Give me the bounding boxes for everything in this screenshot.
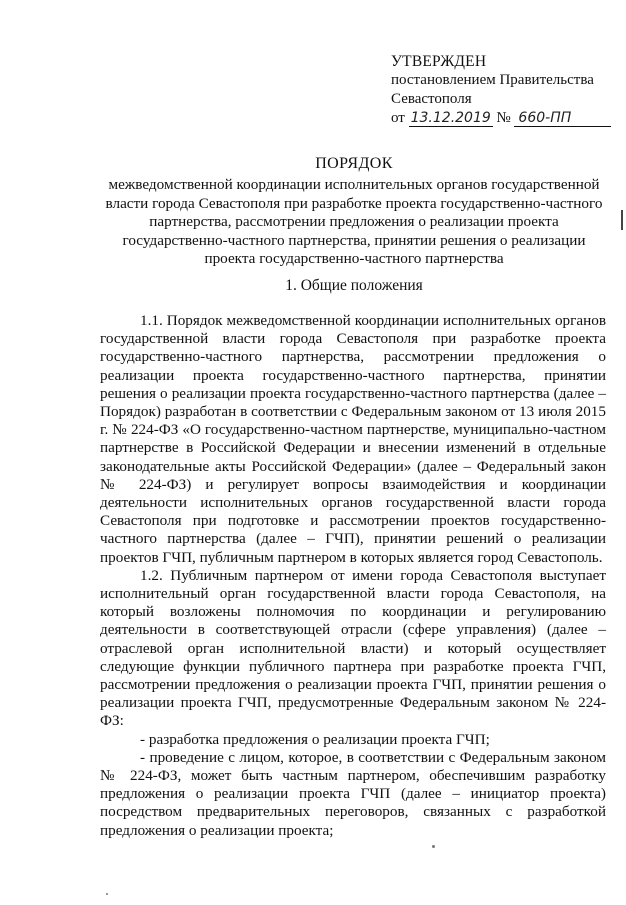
paragraph-1-2: 1.2. Публичным партнером от имени города Севастополя выступает исполнительный орган государственной власти города Севастополя, на который возложены полномочия по координации и регулированию деятельности в соответствующей отрасли (сфере управления) (далее – отраслевой орган исполнительной власти) и который осуществляет следующие функции публичного партнера при разработке проекта ГЧП, рассмотрении предложения о реализации проекта ГЧП, принятии решения о реализации проекта ГЧП, предусмотренные Федеральным законом № 224-ФЗ: [100,566,606,730]
from-prefix: от [391,110,405,126]
list-item: - разработка предложения о реализации проекта ГЧП; [140,730,490,748]
approved-label: УТВЕРЖДЕН [391,53,487,70]
section-title: 1. Общие положения [285,277,423,294]
document-title-block [100,155,608,269]
scan-edge-mark [621,210,623,230]
approved-by-line1: постановлением Правительства [391,72,594,88]
document-subtitle: межведомственной координации исполнительных органов государственной власти города Севастополя при разработке проекта государственно-частного партнерства, рассмотрении предложения о реализации проекта государственно-частного партнерства, принятии решения о реализации проекта государственно-частного партнерства [105,176,603,267]
scan-speck [106,893,108,895]
document-body [100,312,606,840]
handwritten-date: 13.12.2019 [410,110,491,126]
document-heading: ПОРЯДОК [315,155,393,172]
approval-stamp-block [391,52,611,128]
list-item: - проведение с лицом, которое, в соответствии с Федеральным законом № 224-ФЗ, может быть частным партнером, обеспечившим разработку предложения о реализации проекта ГЧП (далее – инициатор проекта) посредством предварительных переговоров, связанных с разработкой предложения о реализации проекта; [100,748,606,839]
number-prefix: № [496,110,511,126]
scan-speck [432,845,435,848]
date-number-line [391,109,611,128]
approved-by-line2: Севастополя [391,91,472,107]
paragraph-1-1: 1.1. Порядок межведомственной координации исполнительных органов государственной власти города Севастополя при разработке проекта государственно-частного партнерства, рассмотрении предложения о реализации проекта государственно-частного партнерства, принятии решения о реализации проекта государственно-частного партнерства (далее – Порядок) разработан в соответствии с Федеральным законом от 13 июля 2015 г. № 224-ФЗ «О государственно-частном партнерстве, муниципально-частном партнерстве в Российской Федерации и внесении изменений в отдельные законодательные акты Российской Федерации» (далее – Федеральный закон № 224-ФЗ) и регулирует вопросы взаимодействия и координации деятельности исполнительных органов государственной власти города Севастополя при подготовке и рассмотрении проектов государственно-частного партнерства (далее – ГЧП), принятии решений о реализации проектов ГЧП, публичным партнером в которых является город Севастополь. [100,312,606,566]
handwritten-number: 660-ПП [514,110,611,127]
